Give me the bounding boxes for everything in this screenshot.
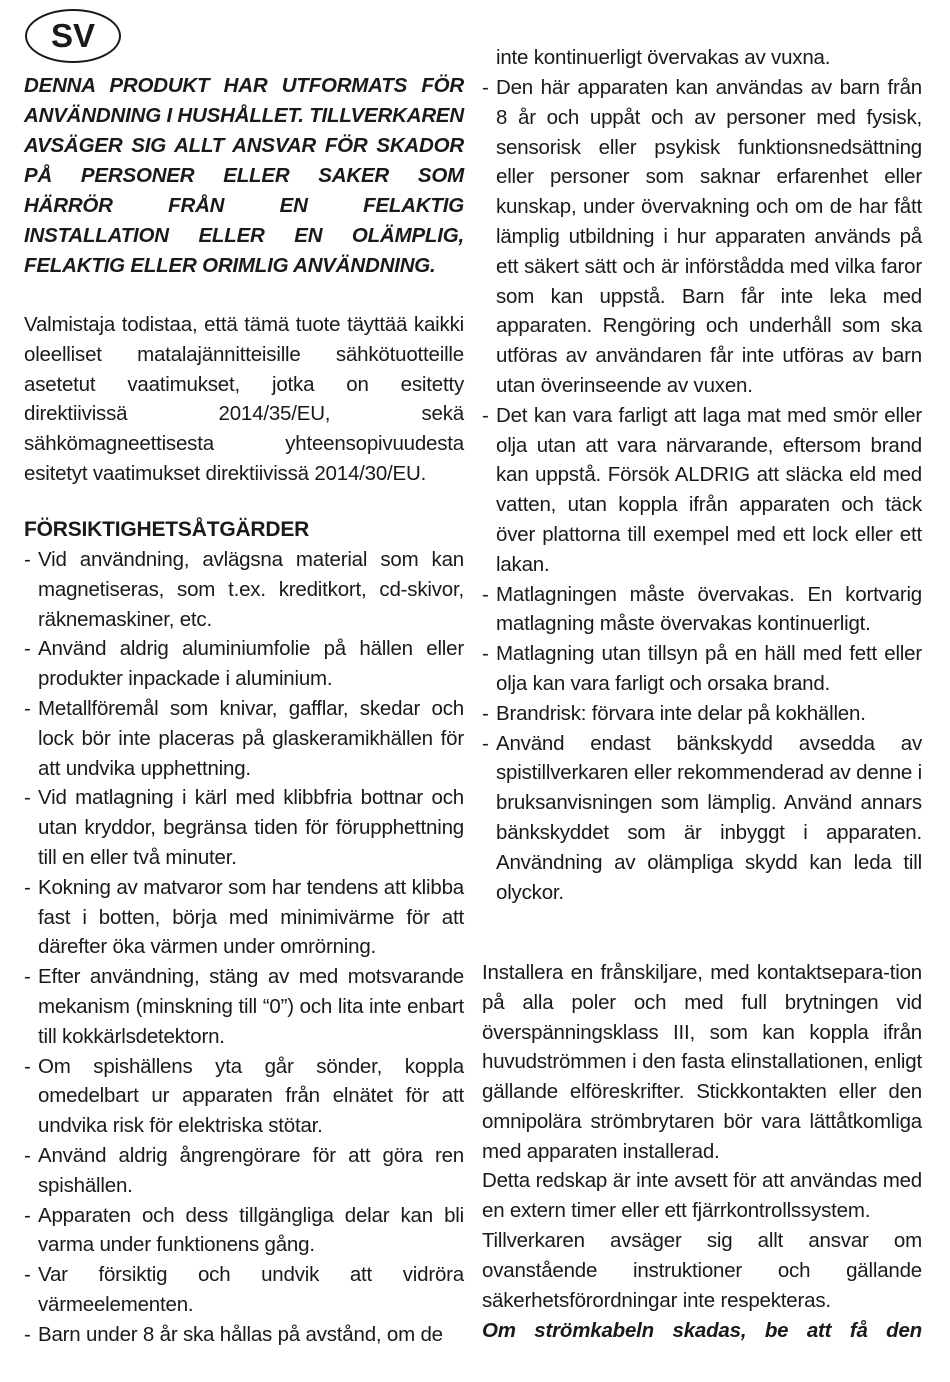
list-item: - Använd endast bänkskydd avsedda av spistillverkaren eller rekommenderad av denne i bruksanvisningen som lämplig. Använd annars bänkskyddet som är inbyggt i apparaten. Användning av olämpliga skydd kan leda till olyckor.	[482, 731, 922, 904]
list-item: - Efter användning, stäng av med motsvarande mekanism (minskning till “0”) och lita inte enbart till kokkärlsdetektorn.	[24, 965, 464, 1048]
installation-paragraph: Installera en frånskiljare, med kontaktsepara-tion på alla poler och med full brytningen vid överspänningsklass III, som kan koppla ifrån huvudströmmen i den fasta elinstallationen, enligt gällande elföreskrifter. Stickkontakten eller den omnipolära strömbrytaren bör vara lättåtkomliga med apparaten installerad.	[482, 961, 922, 1163]
conformity-statement: Valmistaja todistaa, että tämä tuote täyttää kaikki oleelliset matalajännitteisille sähkötuotteille asetetut vaatimukset, jotka on esitetty direktiivissä 2014/35/EU, sekä sähkömagneettisesta yhteensopivuudesta esitetyt vaatimukset direktiivissä 2014/30/EU.	[24, 313, 464, 485]
list-item: - Använd aldrig ångrengörare för att göra ren spishällen.	[24, 1143, 464, 1197]
list-item: - Apparaten och dess tillgängliga delar kan bli varma under funktionens gång.	[24, 1203, 464, 1257]
list-item: - Kokning av matvaror som har tendens att klibba fast i botten, börja med minimivärme för att därefter öka värmen under omrörning.	[24, 875, 464, 959]
list-item: - Matlagningen måste övervakas. En kortvarig matlagning måste övervakas kontinuerligt.	[482, 582, 922, 636]
language-code: SV	[50, 17, 96, 54]
continued-text: inte kontinuerligt övervakas av vuxna.	[496, 46, 831, 69]
timer-note: Detta redskap är inte avsett för att användas med en extern timer eller ett fjärrkontrollssystem.	[482, 1169, 922, 1222]
list-item: - Om spishällens yta går sönder, koppla omedelbart ur apparaten från elnätet för att undvika risk för elektriska stötar.	[24, 1054, 464, 1138]
precautions-list	[24, 545, 464, 1350]
list-item: - Metallföremål som knivar, gafflar, skedar och lock bör inte placeras på glaskeramikhällen för att undvika upphettning.	[24, 696, 464, 780]
cable-warning: Om strömkabeln skadas, be att få den	[482, 1319, 922, 1342]
safety-list	[482, 73, 922, 907]
list-item: - Var försiktig och undvik att vidröra värmeelementen.	[24, 1263, 464, 1316]
list-item: - Matlagning utan tillsyn på en häll med fett eller olja kan vara farligt och orsaka brand.	[482, 642, 922, 695]
list-item: - Brandrisk: förvara inte delar på kokhällen.	[482, 701, 866, 725]
liability-warning: DENNA PRODUKT HAR UTFORMATS FÖR ANVÄNDNING I HUSHÅLLET. TILLVERKAREN AVSÄGER SIG ALLT ANSVAR FÖR SKADOR PÅ PERSONER ELLER SAKER SOM HÄRRÖR FRÅN EN FELAKTIG INSTALLATION ELLER EN OLÄMPLIG, FELAKTIG ELLER ORIMLIG ANVÄNDNING.	[24, 74, 465, 277]
list-item: - Barn under 8 år ska hållas på avstånd, om de	[24, 1322, 443, 1346]
list-item: - Vid användning, avlägsna material som kan magnetiseras, som t.ex. kreditkort, cd-skivor, räknemaskiner, etc.	[24, 548, 464, 631]
list-item: - Vid matlagning i kärl med klibbfria bottnar och utan kryddor, begränsa tiden för förupphettning till en eller två minuter.	[24, 786, 464, 869]
list-item: - Det kan vara farligt att laga mat med smör eller olja utan att vara närvarande, eftersom brand kan uppstå. Försök ALDRIG att släcka eld med vatten, utan koppla ifrån apparaten och täck över plattorna till exempel med ett lock eller ett lakan.	[482, 403, 922, 576]
language-badge	[25, 9, 121, 63]
disclaimer-paragraph: Tillverkaren avsäger sig allt ansvar om ovanstående instruktioner och gällande säkerhetsförordningar inte respekteras.	[482, 1229, 922, 1312]
list-item: - Använd aldrig aluminiumfolie på hällen eller produkter inpackade i aluminium.	[24, 637, 464, 691]
list-item: - Den här apparaten kan användas av barn från 8 år och uppåt och av personer med fysisk, sensorisk eller psykisk funktionsnedsättning eller personer som saknar erfarenhet eller kunskap, under övervakning och om de har fått lämplig utbildning i hur apparaten används på ett säkert sätt och är införstådda med vilka faror som kan uppstå. Barn får inte leka med apparaten. Rengöring och underhåll som ska utföras av användaren får inte utföras av barn utan överinseende av vuxen.	[482, 76, 922, 397]
precautions-heading: FÖRSIKTIGHETSÅTGÄRDER	[24, 518, 310, 541]
